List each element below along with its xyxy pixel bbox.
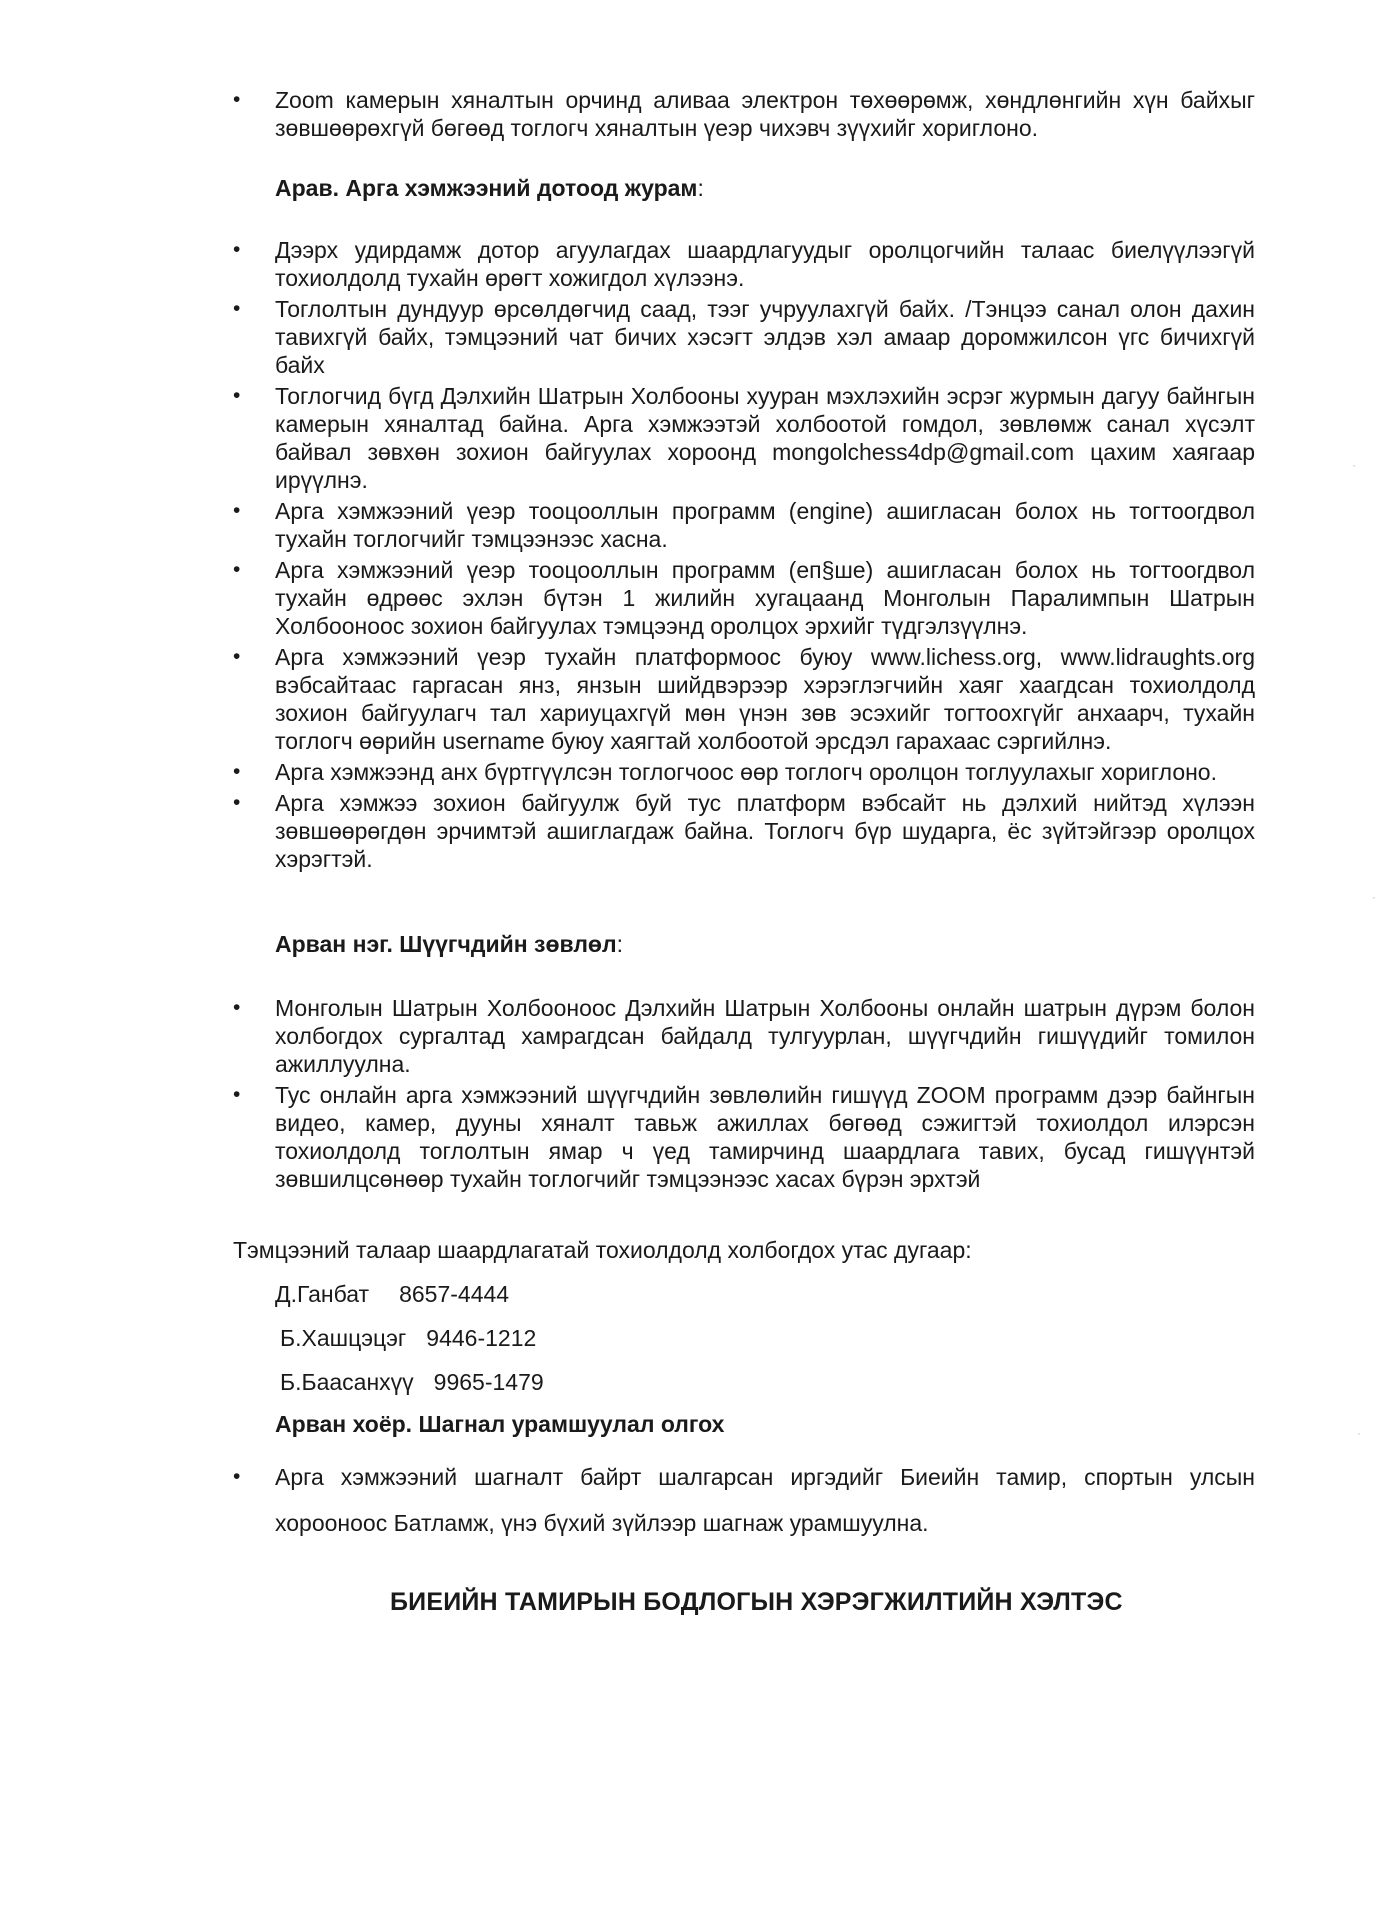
item-text: Арга хэмжээний үеэр тооцооллын программ (еп§ше) ашигласан болох нь тогтоогдвол тухайн өдрөөс эхлэн бүтэн 1 жилийн хугацаанд Монголын Паралимпын Шатрын Холбооноос зохион байгуулах тэмцээнд оролцох эрхийг түдгэлзүүлнэ.	[275, 557, 1255, 639]
intro-list	[233, 86, 1255, 145]
department-title: БИЕИЙН ТАМИРЫН БОДЛОГЫН ХЭРЭГЖИЛТИЙН ХЭЛТЭС	[390, 1588, 1123, 1616]
list-item	[233, 497, 1255, 553]
item-text: Тус онлайн арга хэмжээний шүүгчдийн зөвлөлийн гишүүд ZOOM программ дээр байнгын видео, камер, дууны хяналт тавьж ажиллах бөгөөд сэжигтэй тохиолдол илэрсэн тохиолдолд тоглолтын ямар ч үед тамирчинд шаардлага тавих, бусад гишүүнтэй зөвшилцсөнөөр тухайн тоглогчийг тэмцээнээс хасах бүрэн эрхтэй	[275, 1082, 1255, 1192]
list-item	[233, 758, 1255, 786]
heading-text: Арван хоёр. Шагнал урамшуулал олгох	[275, 1411, 725, 1437]
heading-suffix: :	[616, 931, 623, 957]
item-text: Zoom камерын хяналтын орчинд аливаа электрон төхөөрөмж, хөндлөнгийн хүн байхыг зөвшөөрөхгүй бөгөөд тоглогч хяналтын үеэр чихэвч зүүхийг хориглоно.	[275, 87, 1255, 141]
scan-speck: ·	[1372, 890, 1376, 904]
list-item	[233, 295, 1255, 379]
bullet-icon: •	[233, 996, 241, 1019]
scan-speck: ·	[1357, 1426, 1361, 1440]
bullet-icon: •	[233, 384, 241, 407]
contact-phone: 9446-1212	[426, 1325, 537, 1351]
section-10-list	[233, 236, 1255, 876]
item-text: Арга хэмжээний үеэр тооцооллын программ (engine) ашигласан болох нь тогтоогдвол тухайн тоглогчийг тэмцээнээс хасна.	[275, 498, 1255, 552]
contact-name: Б.Баасанхүү	[280, 1369, 414, 1395]
bullet-icon: •	[233, 558, 241, 581]
item-text: Арга хэмжээний шагналт байрт шалгарсан иргэдийг Биеийн тамир, спортын улсын хорооноос Батламж, үнэ бүхий зүйлээр шагнаж урамшуулна.	[275, 1464, 1255, 1536]
item-text: Дээрх удирдамж дотор агуулагдах шаардлагуудыг оролцогчийн талаас биелүүлээгүй тохиолдолд тухайн өрөгт хожигдол хүлээнэ.	[275, 237, 1255, 291]
item-text: Арга хэмжээ зохион байгуулж буй тус платформ вэбсайт нь дэлхий нийтэд хүлээн зөвшөөрөгдөн эрчимтэй ашиглагдаж байна. Тоглогч бүр шударга, ёс зүйтэйгээр оролцох хэрэгтэй.	[275, 790, 1255, 872]
bullet-icon: •	[233, 238, 241, 261]
list-item	[233, 1454, 1255, 1546]
bullet-icon: •	[233, 791, 241, 814]
contact-row	[280, 1368, 544, 1396]
contact-name: Б.Хашцэцэг	[280, 1325, 407, 1351]
bullet-icon: •	[233, 1465, 241, 1488]
item-text: Арга хэмжээнд анх бүртгүүлсэн тоглогчоос өөр тоглогч оролцон тоглуулахыг хориглоно.	[275, 759, 1217, 785]
section-heading-12	[275, 1410, 724, 1438]
scan-speck: ·	[1352, 458, 1356, 472]
list-item	[233, 643, 1255, 755]
list-item	[233, 86, 1255, 142]
contacts-intro: Тэмцээний талаар шаардлагатай тохиолдолд холбогдох утас дугаар:	[233, 1237, 972, 1263]
list-item	[233, 236, 1255, 292]
item-text: Арга хэмжээний үеэр тухайн платформоос буюу www.lichess.org, www.lidraughts.org вэбсайтаас гаргасан янз, янзын шийдвэрээр хэрэглэгчийн хаяг хаагдсан тохиолдолд зохион байгуулагч тал хариуцахгүй мөн үнэн зөв эсэхийг тогтоохгүйг анхаарч, тухайн тоглогч өөрийн username буюу хаягтай холбоотой эрсдэл гарахаас сэргийлнэ.	[275, 644, 1255, 754]
list-item	[233, 556, 1255, 640]
bullet-icon: •	[233, 297, 241, 320]
section-11-list	[233, 994, 1255, 1196]
list-item	[233, 789, 1255, 873]
contact-name: Д.Ганбат	[275, 1281, 370, 1307]
list-item	[233, 994, 1255, 1078]
section-12-list	[233, 1454, 1255, 1549]
bullet-icon: •	[233, 1083, 241, 1106]
bullet-icon: •	[233, 499, 241, 522]
contact-row	[280, 1324, 536, 1352]
heading-text: Арав. Арга хэмжээний дотоод журам	[275, 175, 698, 201]
heading-text: Арван нэг. Шүүгчдийн зөвлөл	[275, 931, 617, 957]
contact-phone: 9965-1479	[433, 1369, 544, 1395]
item-text: Тоглолтын дундуур өрсөлдөгчид саад, тээг учруулахгүй байх. /Тэнцээ санал олон дахин тавихгүй байх, тэмцээний чат бичих хэсэгт элдэв хэл амаар доромжилсон үгс бичихгүй байх	[275, 296, 1255, 378]
heading-suffix: :	[697, 175, 704, 201]
item-text: Монголын Шатрын Холбооноос Дэлхийн Шатрын Холбооны онлайн шатрын дүрэм болон холбогдох сургалтад хамрагдсан байдалд тулгуурлан, шүүгчдийн гишүүдийг томилон ажиллуулна.	[275, 995, 1255, 1077]
bullet-icon: •	[233, 645, 241, 668]
item-text: Тоглогчид бүгд Дэлхийн Шатрын Холбооны хууран мэхлэхийн эсрэг журмын дагуу байнгын камерын хяналтад байна. Арга хэмжээтэй холбоотой гомдол, зөвлөмж санал хүсэлт байвал зөвхөн зохион байгуулах хороонд mongolchess4dp@gmail.com цахим хаягаар ирүүлнэ.	[275, 383, 1255, 493]
contact-phone: 8657-4444	[399, 1281, 510, 1307]
section-heading-10	[275, 174, 704, 202]
list-item	[233, 382, 1255, 494]
bullet-icon: •	[233, 760, 241, 783]
bullet-icon: •	[233, 88, 241, 111]
section-heading-11	[275, 930, 623, 958]
contact-row	[275, 1280, 509, 1308]
list-item	[233, 1081, 1255, 1193]
